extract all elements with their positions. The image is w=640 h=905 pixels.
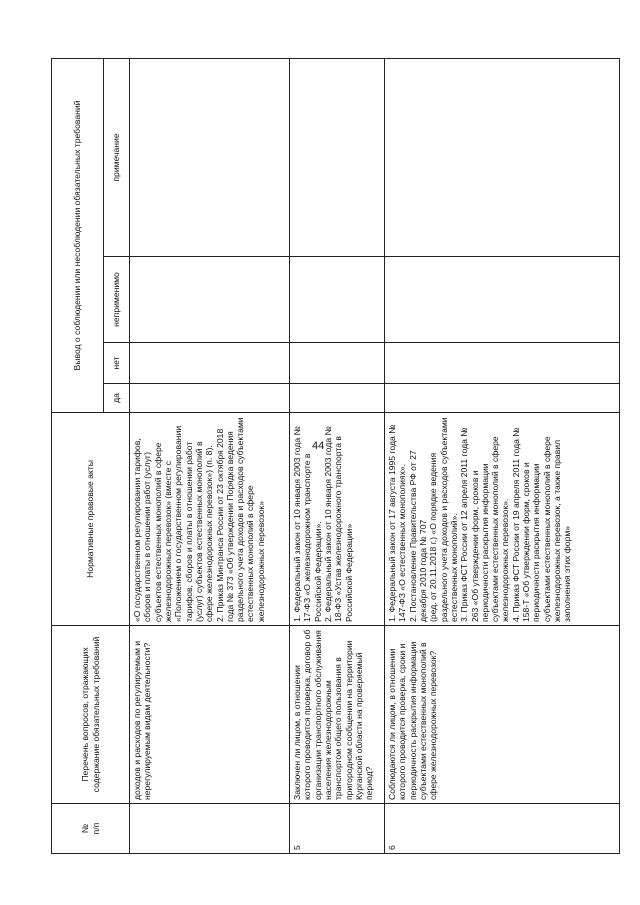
- row-acts: [130, 413, 290, 626]
- header-questions: Перечень вопросов, отражающих содержание обязательных требований: [52, 626, 130, 804]
- row-acts-text: «О государственном регулировании тарифов, сборов и платы в отношении работ (услуг) субъектов естественных монополий в сфере железнодорожных перевозок» (вместе с «Положением о государственном регулировании тарифов, сборов и платы в отношении работ (услуг) субъектов естественных монополий в сфере железнодорожных перевозок») (п. 8). 2. Приказ Минтранса России от 23 октября 2018 года № 373 «Об утверждении Порядка ведения раздельного учета доходов и расходов субъектами естественных монополий в сфере железнодорожных перевозок»: [132, 417, 266, 622]
- cell-no: [385, 343, 620, 384]
- cell-yes: [130, 384, 290, 413]
- table-row: [130, 58, 290, 853]
- row-acts: [385, 413, 620, 626]
- row-question: Заключен ли лицом, в отношении которого проводится проверка, договор об организации транспортного обслуживания населения железнодорожным транспортом общего пользования в пригородном сообщении на территории Курганской области на проверяемый период?: [290, 626, 385, 804]
- header-acts: Нормативные правовые акты: [52, 413, 130, 626]
- rotated-table-wrapper: [51, 59, 620, 854]
- header-note: примечание: [104, 58, 130, 256]
- cell-note: [130, 58, 290, 256]
- cell-no: [130, 343, 290, 384]
- header-no: нет: [104, 343, 130, 384]
- cell-yes: [385, 384, 620, 413]
- row-question: Соблюдаются ли лицом, в отношении которого проводится проверка, сроки и периодичность раскрытия информации субъектами естественных монополий в сфере железнодорожных перевозок?: [385, 626, 620, 804]
- cell-note: [385, 58, 620, 256]
- page-number: 44: [312, 440, 325, 452]
- cell-note: [290, 58, 385, 256]
- header-na: неприменимо: [104, 257, 130, 343]
- row-number: 6: [385, 804, 620, 854]
- header-yes: да: [104, 384, 130, 413]
- cell-no: [290, 343, 385, 384]
- requirements-table: [51, 58, 620, 854]
- row-acts-text: 1. Федеральный закон от 17 августа 1995 года № 147-ФЗ «О естественных монополиях». 2. Постановление Правительства РФ от 27 декабря 2010 года № 707 (ред. от 20.11.2018 г.) «О порядке ведения раздельного учета доходов и расходов субъектами естественных монополий». 3. Приказ ФСТ России от 12 апреля 2011 года № 263 «Об утверждении форм, сроков и периодичности раскрытия информации субъектами естественных монополий в сфере железнодорожных перевозок». 4. Приказ ФСТ России от 19 апреля 2011 года № 158-Т «Об утверждении форм, сроков и периодичности раскрытия информации субъектами естественных монополий в сфере железнодорожных перевозок, а также правил заполнения этих форм»: [387, 417, 573, 622]
- header-result: Вывод о соблюдении или несоблюдении обязательных требований: [52, 58, 104, 412]
- row-number: 5: [290, 804, 385, 854]
- table-row: [385, 58, 620, 853]
- cell-na: [290, 257, 385, 343]
- row-number: [130, 804, 290, 854]
- header-num: № п/п: [52, 804, 130, 854]
- row-acts-text: 1. Федеральный закон от 10 января 2003 года № 17-ФЗ «О железнодорожном транспорте в Российской Федерации». 2. Федеральный закон от 10 января 2003 года № 18-ФЗ «Устав железнодорожного транспорта в Российской Федерации»: [292, 426, 354, 622]
- cell-na: [385, 257, 620, 343]
- row-acts: [290, 413, 385, 626]
- cell-na: [130, 257, 290, 343]
- cell-yes: [290, 384, 385, 413]
- table-row: [290, 58, 385, 853]
- row-question: доходов и расходов по регулируемым и нерегулируемым видам деятельности?: [130, 626, 290, 804]
